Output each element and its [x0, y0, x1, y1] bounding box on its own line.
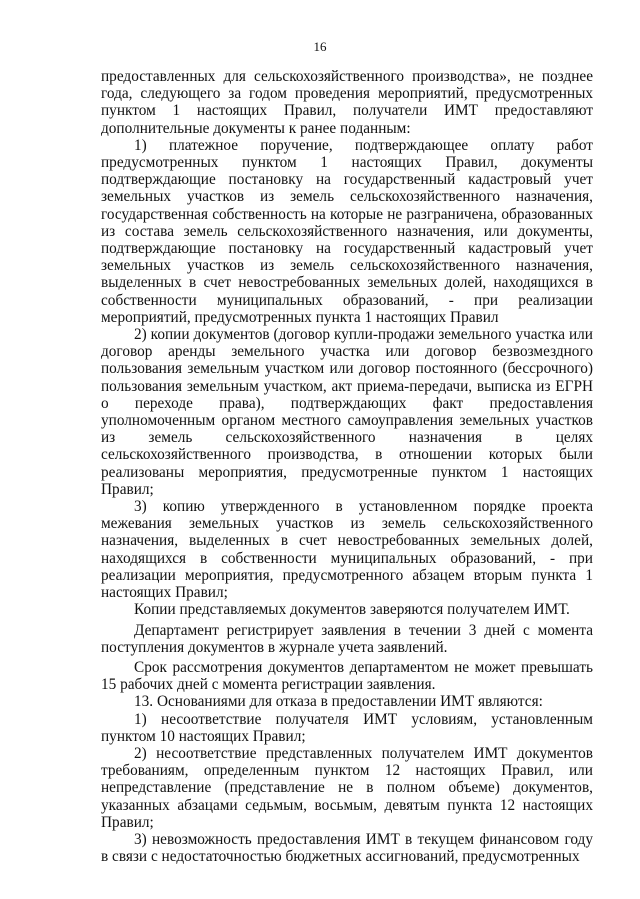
paragraph-refusal-grounds: 13. Основаниями для отказа в предоставлении ИМТ являются: — [134, 693, 543, 711]
paragraph-refusal-2: 2) несоответствие представленных получателем ИМТ документов требованиям, определенным пунктом 12 настоящих Правил, или непредставление (представление не в полном объеме) документов, указанных абзацами седьмым, восьмым, девятым пункта 12 настоящих Правил; — [101, 744, 593, 831]
paragraph-copies: Копии представляемых документов заверяются получателем ИМТ. — [134, 601, 570, 619]
paragraph-registration: Департамент регистрирует заявления в течении 3 дней с момента поступления документов в журнале учета заявлений. — [101, 621, 593, 656]
paragraph-refusal-3: 3) невозможность предоставления ИМТ в текущем финансовом году в связи с недостаточностью бюджетных ассигнований, предусмотренных — [101, 830, 593, 866]
paragraph-item-3: 3) копию утвержденного в установленном порядке проекта межевания земельных участков из земель сельскохозяйственного назначения, выделенных в счет невостребованных земельных долей, находящихся в собственности муниципальных образований, - при реализации мероприятия, предусмотренного абзацем вторым пункта 1 настоящих Правил; — [101, 498, 593, 602]
document-body — [101, 68, 593, 865]
paragraph-item-1: 1) платежное поручение, подтверждающее оплату работ предусмотренных пунктом 1 настоящих Правил, документы подтверждающие постановку на государственный кадастровый учет земельных участков из земель сельскохозяйственного назначения, государственная собственность на которые не разграничена, образованных из состава земель сельскохозяйственного назначения, или документы, подтверждающие постановку на государственный кадастровый учет земельных участков из земель сельскохозяйственного назначения, выделенных в счет невостребованных земельных долей, находящихся в собственности муниципальных образований, - при реализации мероприятий, предусмотренных пункта 1 настоящих Правил — [101, 136, 593, 326]
paragraph-continuation: предоставленных для сельскохозяйственного производства», не позднее года, следующего за годом проведения мероприятий, предусмотренных пунктом 1 настоящих Правил, получатели ИМТ предоставляют дополнительные документы к ранее поданным: — [101, 68, 593, 137]
paragraph-review-term: Срок рассмотрения документов департаментом не может превышать 15 рабочих дней с момента регистрации заявления. — [101, 658, 593, 694]
paragraph-refusal-1: 1) несоответствие получателя ИМТ условиям, установленным пунктом 10 настоящих Правил; — [101, 710, 593, 745]
page-number: 16 — [313, 39, 327, 54]
paragraph-item-2: 2) копии документов (договор купли-продажи земельного участка или договор аренды земельного участка или договор безвозмездного пользования земельным участком или договор постоянного (бессрочного) пользования земельным участком, акт приема-передачи, выписка из ЕГРН о переходе права), подтверждающих факт предоставления уполномоченным органом местного самоуправления земельных участков из земель сельскохозяйственного назначения в целях сельскохозяйственного производства, в отношении которых были реализованы мероприятия, предусмотренные пунктом 1 настоящих Правил; — [101, 326, 593, 498]
